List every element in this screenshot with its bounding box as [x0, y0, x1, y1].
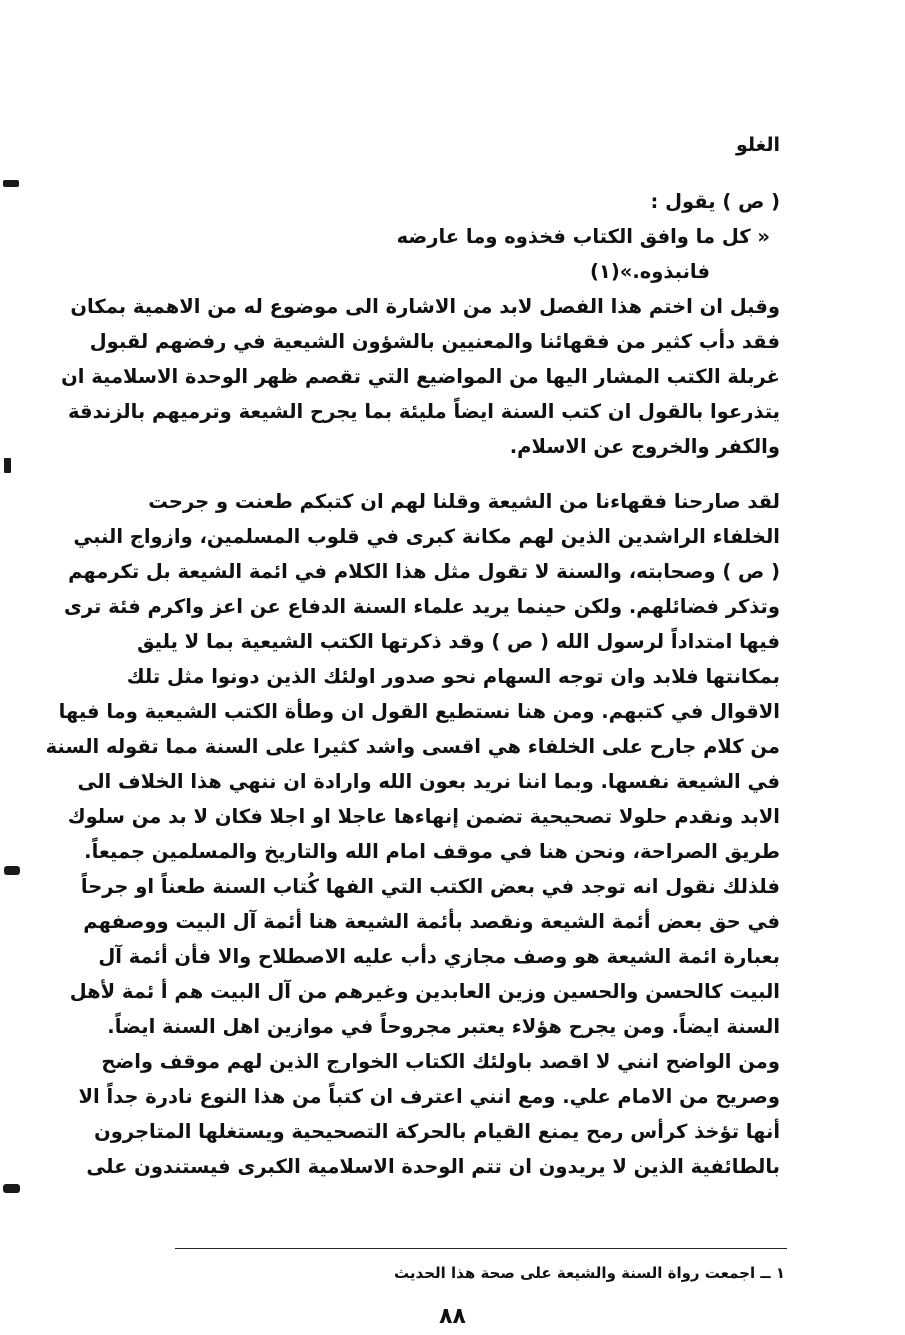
text-line: فقد دأب كثير من فقهائنا والمعنيين بالشؤون الشيعية في رفضهم لقبول — [89, 330, 780, 353]
text-line: لقد صارحنا فقهاءنا من الشيعة وقلنا لهم ان كتبكم طعنت و جرحت — [148, 490, 780, 513]
text-line: بمكانتها فلابد وان توجه السهام نحو صدور اولئك الذين دونوا مثل تلك — [126, 665, 780, 688]
text-line: غربلة الكتب المشار اليها من المواضيع التي تقصم ظهر الوحدة الاسلامية ان — [61, 365, 780, 388]
text-line: فيها امتداداً لرسول الله ( ص ) وقد ذكرتها الكتب الشيعية بما لا يليق — [137, 630, 780, 653]
text-line: والكفر والخروج عن الاسلام. — [509, 435, 780, 458]
quote-line: « كل ما وافق الكتاب فخذوه وما عارضه — [396, 225, 770, 248]
text-line: فلذلك نقول انه توجد في بعض الكتب التي الفها كُتاب السنة طعناً او جرحاً — [80, 875, 780, 898]
text-line: في الشيعة نفسها. وبما اننا نريد بعون الله وارادة ان ننهي هذا الخلاف الى — [77, 770, 780, 793]
text-line: الخلفاء الراشدين الذين لهم مكانة كبرى في قلوب المسلمين، وازواج النبي — [73, 525, 780, 548]
paragraph-gap — [150, 464, 780, 484]
scan-artifact-mark — [4, 866, 20, 875]
text-line: بالطائفية الذين لا يريدون ان تتم الوحدة الاسلامية الكبرى فيستندون على — [86, 1155, 780, 1178]
footnote-separator — [175, 1248, 787, 1249]
running-header: الغلو — [735, 134, 780, 156]
text-line: البيت كالحسن والحسين وزين العابدين وغيرهم من آل البيت هم أ ئمة لأهل — [69, 980, 780, 1003]
text-line: ( ص ) وصحابته، والسنة لا تقول مثل هذا الكلام في ائمة الشيعة بل تكرمهم — [68, 560, 780, 583]
body-text — [45, 184, 780, 1184]
scan-artifact-mark — [4, 458, 11, 473]
text-line: بعبارة ائمة الشيعة هو وصف مجازي دأب عليه الاصطلاح والا فأن أئمة آل — [98, 945, 780, 968]
text-line: وصريح من الامام علي. ومع انني اعترف ان كتباً من هذا النوع نادرة جداً الا — [78, 1085, 780, 1108]
scan-artifact-mark — [3, 1184, 20, 1193]
text-line: ومن الواضح انني لا اقصد باولئك الكتاب الخوارج الذين لهم موقف واضح — [101, 1050, 780, 1073]
text-line: من كلام جارح على الخلفاء هي اقسى واشد كثيرا على السنة مما تقوله السنة — [45, 735, 780, 758]
text-line: الاقوال في كتبهم. ومن هنا نستطيع القول ان وطأة الكتب الشيعية وما فيها — [58, 700, 780, 723]
text-line: طريق الصراحة، ونحن هنا في موقف امام الله والتاريخ والمسلمين جميعاً. — [84, 840, 780, 863]
text-line: السنة ايضاً. ومن يجرح هؤلاء يعتبر مجروحاً في موازين اهل السنة ايضاً. — [107, 1015, 780, 1038]
page-number: ٨٨ — [439, 1304, 466, 1329]
text-line: يتذرعوا بالقول ان كتب السنة ايضاً مليئة بما يجرح الشيعة وترميهم بالزندقة — [67, 400, 780, 423]
quote-line: فانبذوه.»(١) — [589, 260, 710, 283]
text-line: أنها تؤخذ كرأس رمح يمنع القيام بالحركة التصحيحية ويستغلها المتاجرون — [94, 1120, 780, 1143]
text-line: ( ص ) يقول : — [650, 190, 780, 213]
text-line: الابد ونقدم حلولا تصحيحية تضمن إنهاءها عاجلا او اجلا فكان لا بد من سلوك — [67, 805, 780, 828]
footnote: ١ ــ اجمعت رواة السنة والشيعة على صحة هذا الحديث — [394, 1264, 785, 1282]
text-line: في حق بعض أئمة الشيعة ونقصد بأئمة الشيعة هنا أئمة آل البيت ووصفهم — [83, 910, 780, 933]
text-line: وتذكر فضائلهم. ولكن حينما يريد علماء السنة الدفاع عن اعز واكرم فئة ترى — [64, 595, 780, 618]
scan-artifact-mark — [3, 180, 19, 187]
text-line: وقبل ان اختم هذا الفصل لابد من الاشارة الى موضوع له من الاهمية بمكان — [70, 295, 780, 318]
